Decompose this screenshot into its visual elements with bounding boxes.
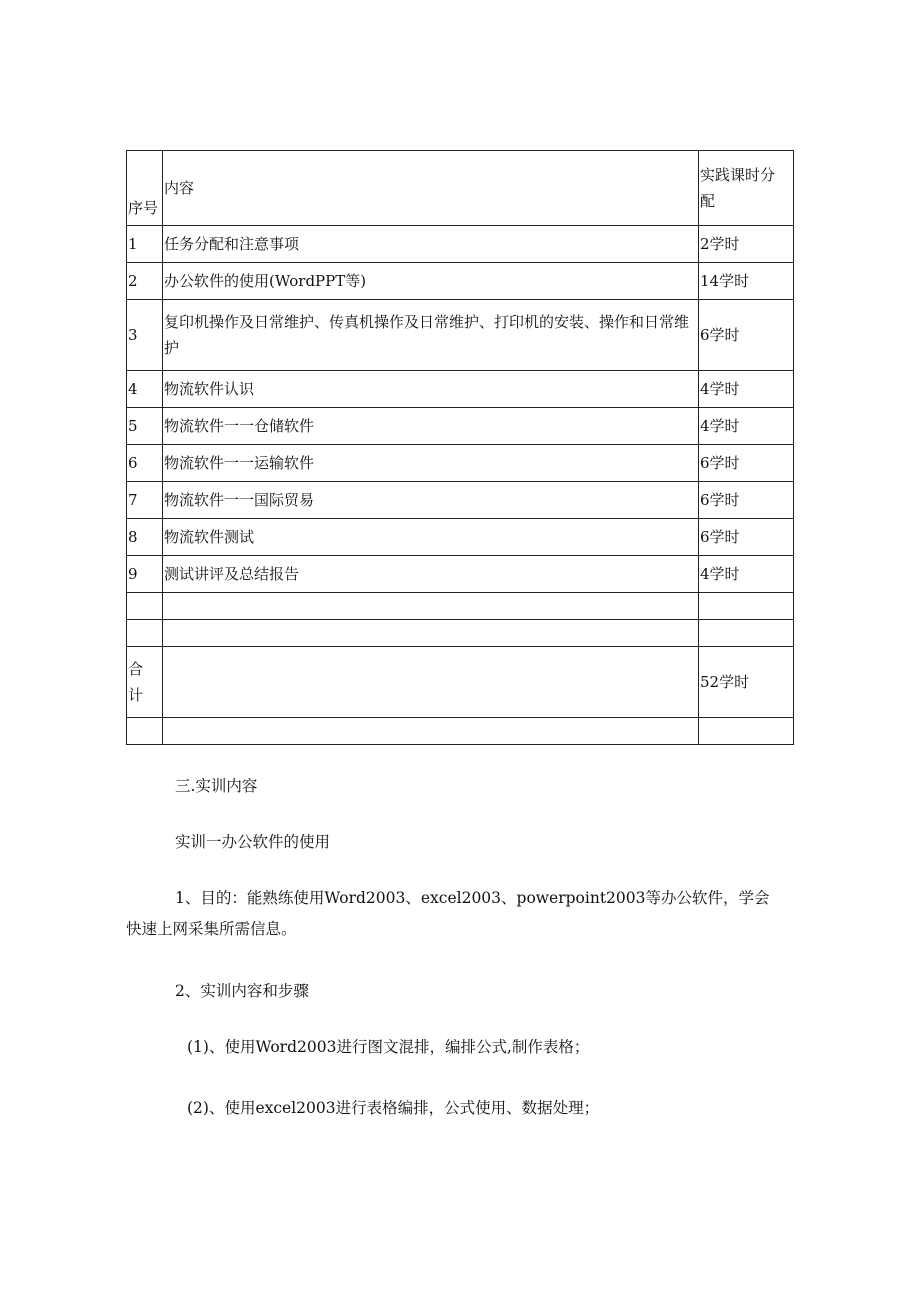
table-header-row (127, 151, 794, 226)
total-content (163, 647, 699, 718)
step-2: (2)、使用excel2003进行表格编排，公式使用、数据处理； (187, 1099, 600, 1117)
header-hours (699, 151, 794, 226)
row-seq: 2 (127, 263, 163, 300)
table-row (127, 482, 794, 519)
table-row (127, 408, 794, 445)
empty-row (127, 718, 794, 745)
table-row (127, 556, 794, 593)
empty-cell (163, 718, 699, 745)
total-hours: 52学时 (699, 647, 794, 718)
empty-row (127, 593, 794, 620)
row-hours: 2学时 (699, 226, 794, 263)
row-content: 测试讲评及总结报告 (163, 556, 699, 593)
empty-cell (163, 593, 699, 620)
empty-cell (699, 620, 794, 647)
row-hours: 6学时 (699, 482, 794, 519)
row-content: 物流软件一一国际贸易 (163, 482, 699, 519)
table-row (127, 519, 794, 556)
row-hours: 14学时 (699, 263, 794, 300)
empty-cell (163, 620, 699, 647)
row-content: 物流软件一一运输软件 (163, 445, 699, 482)
total-label-line2: 计 (128, 686, 144, 704)
table-row (127, 263, 794, 300)
row-seq: 8 (127, 519, 163, 556)
total-label-line1: 合 (128, 660, 144, 678)
row-seq: 5 (127, 408, 163, 445)
steps-heading: 2、实训内容和步骤 (175, 982, 309, 1000)
row-content: 物流软件认识 (163, 371, 699, 408)
table-row (127, 300, 794, 371)
header-hours-line1: 实践课时分 (700, 166, 776, 184)
goal-line-1: 1、目的：能熟练使用Word2003、excel2003、powerpoint2003等办公软件，学会 (175, 889, 770, 907)
row-hours: 4学时 (699, 556, 794, 593)
table-row (127, 371, 794, 408)
row-hours: 6学时 (699, 445, 794, 482)
table-row (127, 226, 794, 263)
row-hours: 4学时 (699, 371, 794, 408)
empty-cell (127, 718, 163, 745)
row-content: 物流软件测试 (163, 519, 699, 556)
row-hours: 6学时 (699, 519, 794, 556)
goal-line-2: 快速上网采集所需信息。 (126, 920, 297, 938)
row-seq: 3 (127, 300, 163, 371)
row-seq: 4 (127, 371, 163, 408)
header-content: 内容 (163, 151, 699, 226)
row-hours: 6学时 (699, 300, 794, 371)
empty-row (127, 620, 794, 647)
table-row (127, 445, 794, 482)
empty-cell (699, 593, 794, 620)
section-heading: 三.实训内容 (175, 777, 258, 795)
row-seq: 9 (127, 556, 163, 593)
training-title: 实训一办公软件的使用 (175, 833, 331, 851)
step-1: (1)、使用Word2003进行图文混排，编排公式,制作表格； (187, 1038, 590, 1056)
row-seq: 7 (127, 482, 163, 519)
course-hours-table (126, 150, 794, 745)
total-row (127, 647, 794, 718)
row-seq: 1 (127, 226, 163, 263)
row-content: 办公软件的使用(WordPPT等) (163, 263, 699, 300)
empty-cell (127, 620, 163, 647)
header-seq: 序号 (127, 151, 163, 226)
total-label (127, 647, 163, 718)
empty-cell (127, 593, 163, 620)
empty-cell (699, 718, 794, 745)
row-content: 物流软件一一仓储软件 (163, 408, 699, 445)
row-seq: 6 (127, 445, 163, 482)
row-content: 复印机操作及日常维护、传真机操作及日常维护、打印机的安装、操作和日常维护 (163, 300, 699, 371)
header-hours-line2: 配 (700, 192, 716, 210)
row-hours: 4学时 (699, 408, 794, 445)
row-content: 任务分配和注意事项 (163, 226, 699, 263)
